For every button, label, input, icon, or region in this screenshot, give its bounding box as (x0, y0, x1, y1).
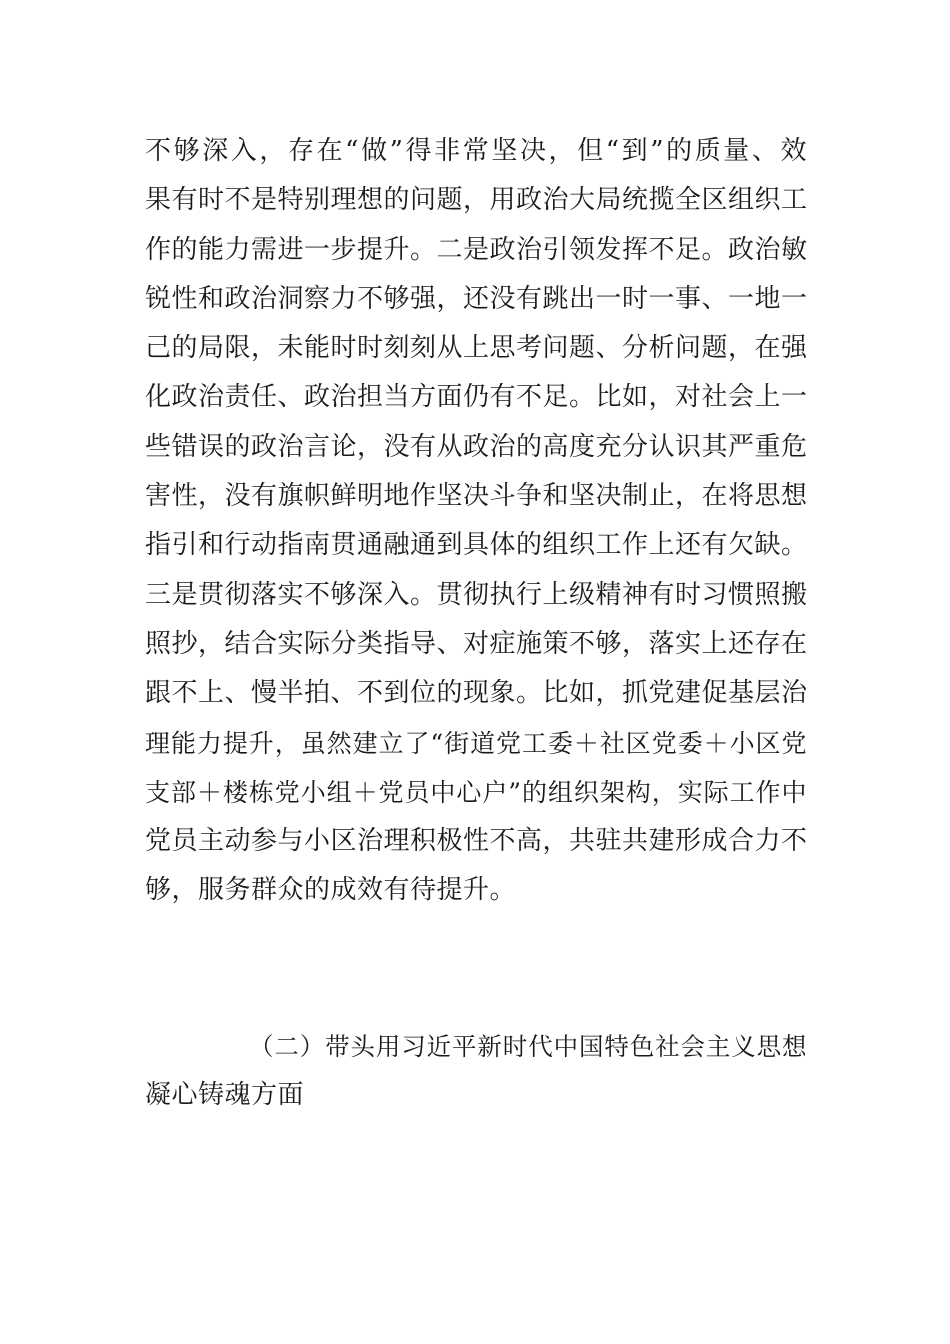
paragraph-line: 害性，没有旗帜鲜明地作坚决斗争和坚决制止，在将思想 (145, 481, 808, 512)
paragraph-line: 跟不上、慢半拍、不到位的现象。比如，抓党建促基层治 (145, 678, 808, 709)
paragraph-line: 果有时不是特别理想的问题，用政治大局统揽全区组织工 (145, 185, 808, 216)
paragraph-line: 些错误的政治言论，没有从政治的高度充分认识其严重危 (145, 431, 808, 462)
paragraph-line: 不够深入，存在“做”得非常坚决，但“到”的质量、效 (145, 136, 807, 166)
paragraph-line: 理能力提升，虽然建立了“街道党工委＋社区党委＋小区党 (145, 728, 807, 758)
section-heading (145, 1022, 807, 1120)
paragraph-line: 锐性和政治洞察力不够强，还没有跳出一时一事、一地一 (145, 283, 808, 314)
heading-line: 凝心铸魂方面 (145, 1080, 305, 1110)
paragraph-line: 作的能力需进一步提升。二是政治引领发挥不足。政治敏 (145, 234, 808, 265)
paragraph-line: 党员主动参与小区治理积极性不高，共驻共建形成合力不 (145, 826, 808, 857)
paragraph-line: 照抄，结合实际分类指导、对症施策不够，落实上还存在 (145, 628, 808, 659)
body-paragraph (145, 127, 807, 916)
heading-line: （二）带头用习近平新时代中国特色社会主义思想 (249, 1032, 807, 1061)
paragraph-line: 够，服务群众的成效有待提升。 (145, 875, 517, 906)
paragraph-line: 三是贯彻落实不够深入。贯彻执行上级精神有时习惯照搬 (145, 579, 808, 610)
paragraph-line: 指引和行动指南贯通融通到具体的组织工作上还有欠缺。 (145, 530, 808, 561)
paragraph-line: 化政治责任、政治担当方面仍有不足。比如，对社会上一 (145, 382, 808, 413)
paragraph-line: 支部＋楼栋党小组＋党员中心户”的组织架构，实际工作中 (145, 777, 807, 807)
paragraph-line: 己的局限，未能时时刻刻从上思考问题、分析问题，在强 (145, 333, 808, 364)
